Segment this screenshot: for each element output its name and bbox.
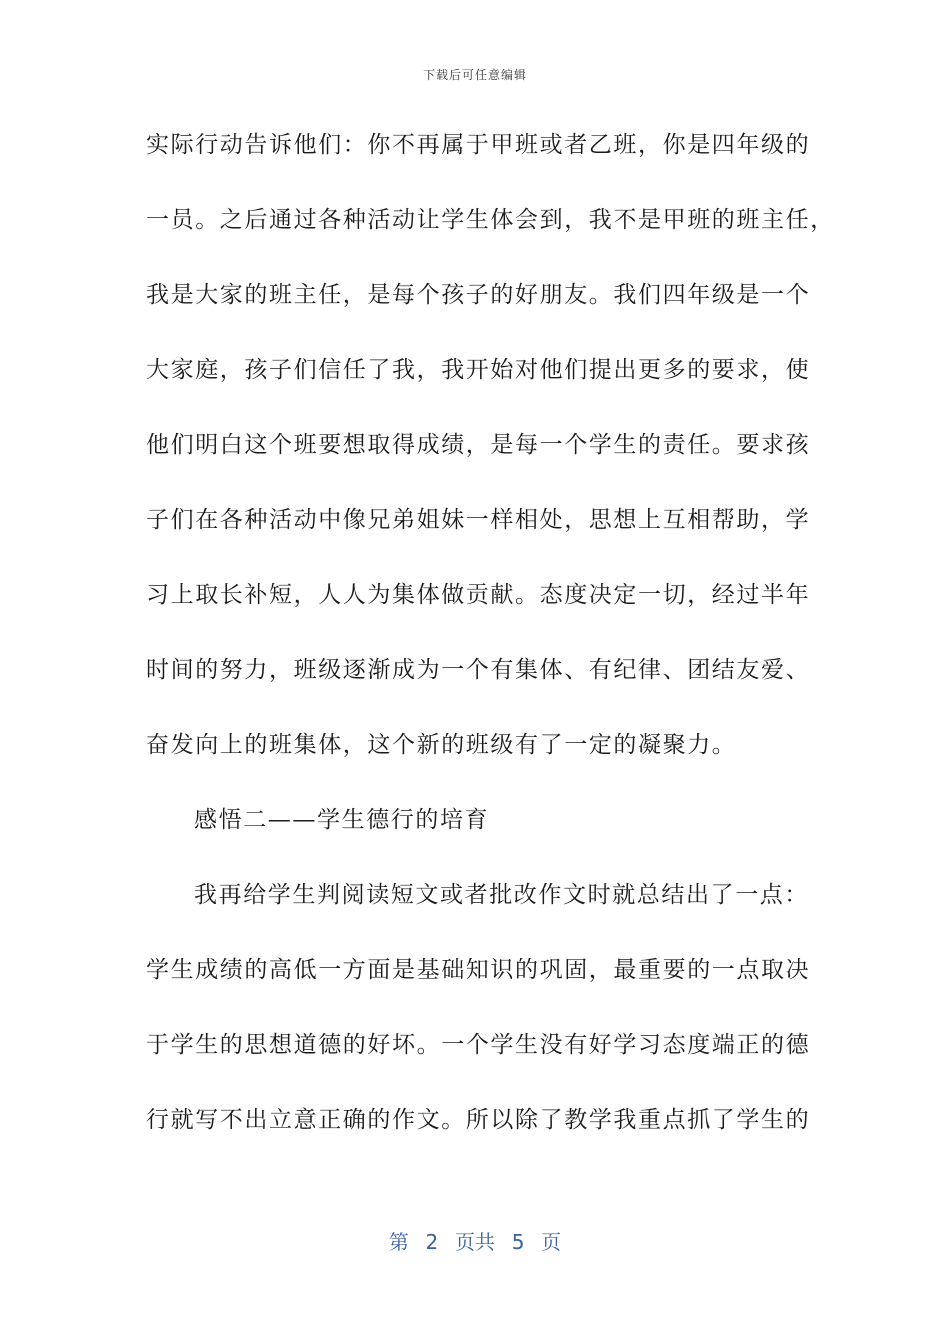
text-line: 行就写不出立意正确的作文。所以除了教学我重点抓了学生的 bbox=[146, 1107, 811, 1133]
text-line: 子们在各种活动中像兄弟姐妹一样相处，思想上互相帮助，学 bbox=[146, 507, 811, 533]
page-header-note: 下载后可任意编辑 bbox=[422, 68, 527, 82]
text-line: 一员。之后通过各种活动让学生体会到，我不是甲班的班主任， bbox=[146, 207, 835, 233]
text-line: 时间的努力，班级逐渐成为一个有集体、有纪律、团结友爱、 bbox=[146, 657, 811, 683]
paragraph-first-line: 我再给学生判阅读短文或者批改作文时就总结出了一点： bbox=[194, 882, 809, 908]
text-line: 大家庭，孩子们信任了我，我开始对他们提出更多的要求，使 bbox=[146, 357, 811, 383]
text-line: 学生成绩的高低一方面是基础知识的巩固，最重要的一点取决 bbox=[146, 957, 811, 983]
text-line: 他们明白这个班要想取得成绩，是每一个学生的责任。要求孩 bbox=[146, 432, 811, 458]
text-line: 于学生的思想道德的好坏。一个学生没有好学习态度端正的德 bbox=[146, 1032, 811, 1058]
document-body bbox=[146, 108, 835, 1158]
text-line: 我是大家的班主任，是每个孩子的好朋友。我们四年级是一个 bbox=[146, 282, 811, 308]
text-line: 实际行动告诉他们：你不再属于甲班或者乙班，你是四年级的 bbox=[146, 132, 811, 158]
text-line: 奋发向上的班集体，这个新的班级有了一定的凝聚力。 bbox=[146, 732, 737, 758]
page-number-footer bbox=[0, 1226, 950, 1255]
section-heading: 感悟二——学生德行的培育 bbox=[194, 807, 490, 833]
text-line: 习上取长补短，人人为集体做贡献。态度决定一切，经过半年 bbox=[146, 582, 811, 608]
page-number-label: 第 2 页共 5 页 bbox=[388, 1230, 562, 1254]
